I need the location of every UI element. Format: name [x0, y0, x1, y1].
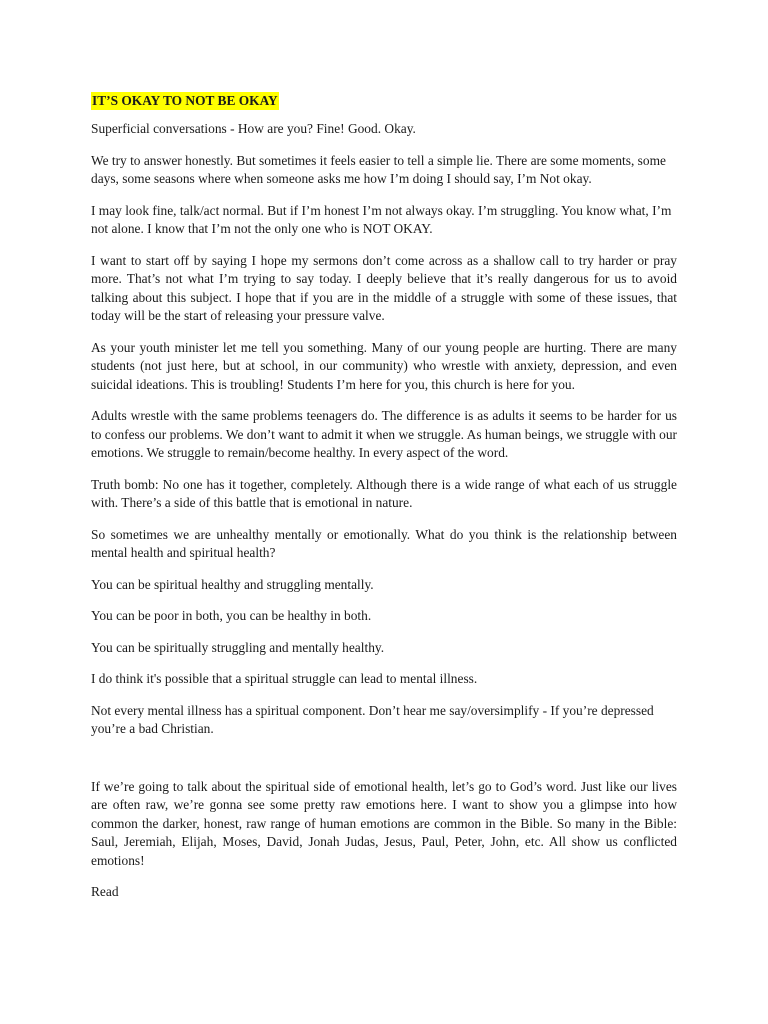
paragraph-mental-illness: Not every mental illness has a spiritual component. Don’t hear me say/oversimplify - If you’re depressed you’re a bad Christian.: [91, 702, 654, 736]
document-title: IT’S OKAY TO NOT BE OKAY: [92, 93, 278, 108]
document-body: [91, 92, 677, 915]
paragraph-look-fine: I may look fine, talk/act normal. But if I’m honest I’m not always okay. I’m struggling. You know what, I’m not alone. I know that I’m not the only one who is NOT OKAY.: [91, 202, 672, 236]
paragraph-poor-in-both: You can be poor in both, you can be healthy in both.: [91, 608, 372, 623]
paragraph-spiritual-struggle: I do think it's possible that a spiritual struggle can lead to mental illness.: [91, 671, 478, 686]
paragraph-gods-word: If we’re going to talk about the spiritual side of emotional health, let’s go to God’s word. Just like our lives are often raw, we’re gonna see some pretty raw emotions here. I want to show you a glimpse into how common the darker, honest, raw range of human emotions are common in the Bible. So many in the Bible: Saul, Jeremiah, Elijah, Moses, David, Jonah Judas, Jesus, Paul, Peter, John, etc. All show us conflicted emotions!: [91, 778, 677, 868]
paragraph-start-off: I want to start off by saying I hope my sermons don’t come across as a shallow call to try harder or pray more. That’s not what I’m trying to say today. I deeply believe that it’s really dangerous for us to avoid talking about this subject. I hope that if you are in the middle of a struggle with some of these issues, that today will be the start of releasing your pressure valve.: [91, 252, 677, 323]
paragraph-adults-wrestle: Adults wrestle with the same problems teenagers do. The difference is as adults it seems to be harder for us to confess our problems. We don’t want to admit it when we struggle. As human beings, we struggle with our emotions. We struggle to remain/become healthy. In every aspect of the word.: [91, 408, 677, 460]
paragraph-superficial: Superficial conversations - How are you? Fine! Good. Okay.: [91, 121, 416, 136]
paragraph-spiritual-healthy: You can be spiritual healthy and struggling mentally.: [91, 576, 374, 592]
paragraph-truth-bomb: Truth bomb: No one has it together, completely. Although there is a wide range of what each of us struggle with. There’s a side of this battle that is emotional in nature.: [91, 476, 677, 510]
paragraph-read: Read: [91, 884, 119, 899]
paragraph-unhealthy: So sometimes we are unhealthy mentally or emotionally. What do you think is the relationship between mental health and spiritual health?: [91, 526, 677, 560]
paragraph-spiritually-struggling: You can be spiritually struggling and mentally healthy.: [91, 639, 385, 655]
paragraph-answer-honestly: We try to answer honestly. But sometimes it feels easier to tell a simple lie. There are some moments, some days, some seasons where when someone asks me how I’m doing I should say, I’m Not okay.: [91, 152, 666, 186]
paragraph-youth-minister: As your youth minister let me tell you something. Many of our young people are hurting. There are many students (not just here, but at school, in our community) who wrestle with anxiety, depression, and even suicidal ideations. This is troubling! Students I’m here for you, this church is here for you.: [91, 339, 677, 392]
